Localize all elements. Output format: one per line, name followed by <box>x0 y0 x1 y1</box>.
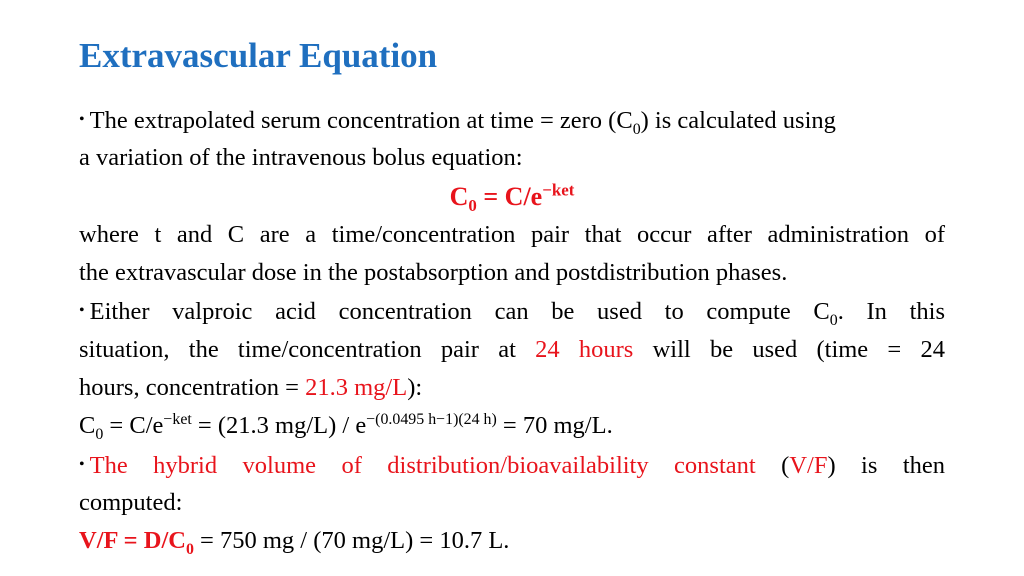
paragraph-line-1 <box>79 216 945 254</box>
text-segment: the extravascular dose in the postabsorption and postdistribution phases. <box>79 259 788 287</box>
text-segment: ( <box>755 451 790 479</box>
slide-content <box>79 101 945 561</box>
bullet-2-line-2 <box>79 331 945 369</box>
text-segment: The extrapolated serum concentration at time = zero (C <box>89 107 633 134</box>
text-segment: ): <box>407 374 423 402</box>
text-segment: where t and C are a time/concentration pair that occur after administration of <box>79 220 945 248</box>
slide-title: Extravascular Equation <box>79 36 438 75</box>
eq-vf-rhs: = 750 mg / (70 mg/L) = 10.7 L. <box>193 527 510 555</box>
bullet-2-line-3 <box>79 369 945 407</box>
highlight-24-hours: 24 hours <box>535 335 634 363</box>
eq-part: = (21.3 mg/L) / e <box>191 412 367 440</box>
text-segment: situation, the time/concentration pair at <box>79 335 536 363</box>
bullet-2-line-1 <box>79 292 945 330</box>
subscript: 0 <box>468 195 477 215</box>
text-segment: Either valproic acid concentration can be used to compute C <box>89 298 830 326</box>
text-segment: ) is then <box>827 451 946 479</box>
text-segment: computed: <box>79 488 183 516</box>
eq-part: = 70 mg/L. <box>496 412 613 440</box>
text-segment: will be used (time = 24 <box>633 335 945 363</box>
superscript: −ket <box>542 179 575 199</box>
subscript: 0 <box>185 541 194 559</box>
bullet-marker: • <box>79 111 85 128</box>
text-segment: . In this <box>837 298 946 326</box>
subscript: 0 <box>632 120 641 138</box>
eq-symbol: C <box>449 181 469 211</box>
paragraph-line-2 <box>79 254 945 292</box>
highlight-vf: V/F <box>789 451 828 479</box>
eq-vf-lhs <box>79 527 194 559</box>
bullet-1-line-1 <box>79 101 945 139</box>
superscript: −(0.0495 h−1)(24 h) <box>366 411 497 429</box>
bullet-marker: • <box>79 302 85 320</box>
highlight-concentration: 21.3 mg/L <box>305 374 408 402</box>
equation-c0 <box>79 178 945 216</box>
subscript: 0 <box>95 426 104 444</box>
highlight-hybrid-volume: The hybrid volume of distribution/bioavailability constant <box>89 451 756 479</box>
bullet-3-line-2 <box>79 484 945 522</box>
equation-vf <box>79 522 945 560</box>
equation-c0-computed <box>79 407 945 445</box>
text-segment: ) is calculated using <box>640 107 836 134</box>
eq-mid: = C/e <box>476 181 543 211</box>
superscript: −ket <box>163 411 192 429</box>
text-segment: a variation of the intravenous bolus equation: <box>79 144 523 172</box>
eq-symbol: V/F = D/C <box>79 527 186 555</box>
eq-symbol: C <box>79 412 96 440</box>
bullet-marker: • <box>79 455 85 473</box>
subscript: 0 <box>829 312 838 330</box>
bullet-1-line-2 <box>79 139 945 177</box>
eq-part: = C/e <box>103 412 164 440</box>
bullet-3-line-1 <box>79 446 945 484</box>
text-segment: hours, concentration = <box>79 374 306 402</box>
